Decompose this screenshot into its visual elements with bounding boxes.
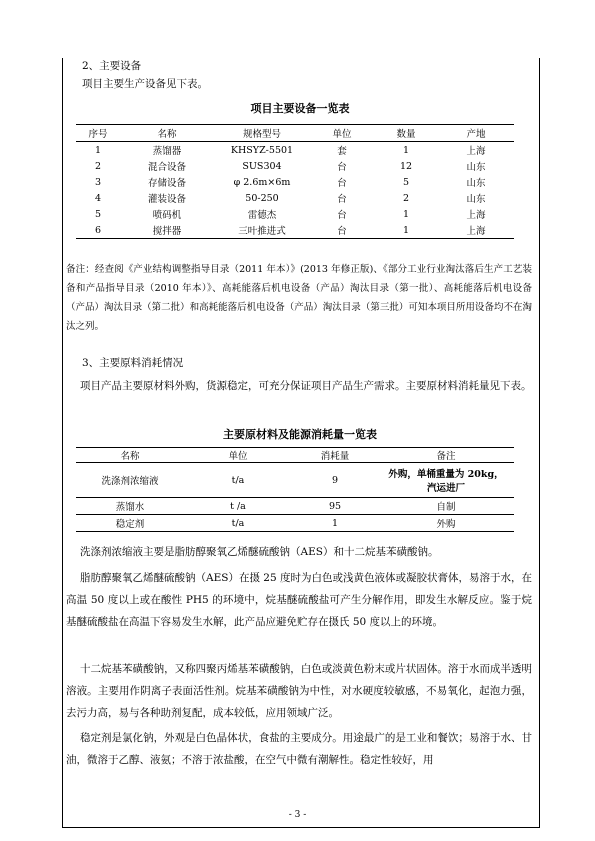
- equipment-cell: φ 2.6m×6m: [233, 176, 291, 188]
- materials-cell: 外购: [378, 515, 514, 532]
- equipment-cell: 2: [402, 192, 410, 204]
- equipment-cell: 蒸馏器: [152, 146, 182, 157]
- equipment-cell: 4: [94, 192, 102, 204]
- materials-cell: 外购，单桶重量为 20kg，汽运进厂: [378, 463, 514, 498]
- materials-cell: 洗涤剂浓缩液: [76, 463, 184, 498]
- equipment-cell: SUS304: [242, 160, 282, 172]
- equipment-table-header: [76, 125, 514, 142]
- equipment-cell: 1: [402, 208, 410, 220]
- equipment-header-cell: 产地: [438, 125, 514, 142]
- materials-header-cell: 备注: [378, 448, 514, 463]
- equipment-cell: 6: [76, 222, 120, 239]
- materials-cell: 蒸馏水: [76, 498, 184, 515]
- equipment-table-title: 项目主要设备一览表: [250, 102, 350, 115]
- equipment-cell: 1: [402, 144, 410, 156]
- equipment-header-cell: 数量: [374, 125, 438, 142]
- section-heading-materials: 3、主要原料消耗情况: [82, 357, 184, 369]
- equipment-cell: 灌装设备: [147, 194, 186, 205]
- table-row: [76, 158, 514, 174]
- materials-cell: t/a: [184, 463, 292, 498]
- equipment-cell: 搅拌器: [120, 222, 214, 239]
- equipment-cell: 上海: [466, 146, 486, 157]
- table-row: [76, 206, 514, 222]
- table-row: [76, 463, 514, 498]
- materials-header-cell: 消耗量: [292, 448, 378, 463]
- equipment-cell: 山东: [466, 194, 486, 205]
- equipment-cell: 5: [94, 208, 102, 220]
- equipment-cell: 喷码机: [152, 210, 182, 221]
- materials-cell: 9: [292, 463, 378, 498]
- table-row: [76, 222, 514, 239]
- equipment-cell: 存储设备: [147, 178, 186, 189]
- equipment-cell: 台: [337, 178, 347, 189]
- table-row: [76, 498, 514, 515]
- materials-cell: 95: [292, 498, 378, 515]
- equipment-cell: KHSYZ-5501: [230, 144, 294, 156]
- equipment-cell: 1: [374, 222, 438, 239]
- equipment-cell: 3: [94, 176, 102, 188]
- equipment-cell: 混合设备: [147, 162, 186, 173]
- page-number: - 3 -: [288, 810, 307, 820]
- equipment-cell: 上海: [466, 210, 486, 221]
- equipment-header-cell: 规格型号: [214, 125, 310, 142]
- materials-header-cell: 名称: [76, 448, 184, 463]
- equipment-header-cell: 序号: [76, 125, 120, 142]
- materials-cell: 稳定剂: [76, 515, 184, 532]
- equipment-cell: 5: [402, 176, 410, 188]
- equipment-cell: 2: [94, 160, 102, 172]
- equipment-note: 备注：经查阅《产业结构调整指导目录（2011 年本）》(2013 年修正版)、《部分工业行业淘汰落后生产工艺装备和产品指导目录（2010 年本）》、高耗能落后机电设备（产品）淘汰目录（第一批）、高耗能落后机电设备（产品）淘汰目录（第二批）和高耗能落后机电设备（产品）淘汰目录（第三批）可知本项目所用设备均不在淘汰之列。: [66, 264, 532, 332]
- equipment-cell: 12: [399, 160, 413, 172]
- equipment-cell: 50-250: [245, 192, 279, 204]
- table-row: [76, 174, 514, 190]
- paragraph-aes: 脂肪醇聚氧乙烯醚硫酸钠（AES）在摄 25 度时为白色或浅黄色液体或凝胶状膏体，易溶于水，在高温 50 度以上或在酸性 PH5 的环境中，烷基醚硫酸盐可产生分解作用，即发生水解反应。鉴于烷基醚硫酸盐在高温下容易发生水解，此产品应避免贮存在摄氏 50 度以上的环境。: [66, 572, 532, 628]
- materials-header-cell: 单位: [184, 448, 292, 463]
- materials-cell: t /a: [184, 498, 292, 515]
- equipment-cell: 三叶推进式: [214, 222, 310, 239]
- materials-cell: t/a: [184, 515, 292, 532]
- materials-table: [76, 447, 514, 532]
- equipment-cell: 山东: [466, 162, 486, 173]
- equipment-cell: 台: [337, 194, 347, 205]
- equipment-cell: 台: [337, 162, 347, 173]
- equipment-cell: 雷德杰: [247, 210, 277, 221]
- materials-table-header: [76, 448, 514, 463]
- equipment-cell: 台: [337, 210, 347, 221]
- equipment-cell: 套: [337, 146, 347, 157]
- equipment-table: [76, 124, 514, 239]
- paragraph-stabilizer: 稳定剂是氯化钠，外观是白色晶体状，食盐的主要成分。用途最广的是工业和餐饮；易溶于水、甘油，微溶于乙醇、液氨；不溶于浓盐酸，在空气中微有潮解性。稳定性较好，用: [66, 732, 532, 766]
- table-row: [76, 190, 514, 206]
- equipment-cell: 山东: [466, 178, 486, 189]
- table-row: [76, 142, 514, 159]
- equipment-cell: 1: [94, 144, 102, 156]
- equipment-header-cell: 名称: [120, 125, 214, 142]
- materials-cell: 自制: [378, 498, 514, 515]
- section-intro-equipment: 项目主要生产设备见下表。: [82, 78, 208, 90]
- equipment-cell: 台: [310, 222, 374, 239]
- paragraph-las: 十二烷基苯磺酸钠，又称四聚丙烯基苯磺酸钠，白色或淡黄色粉末或片状固体。溶于水而成半透明溶液。主要用作阴离子表面活性剂。烷基苯磺酸钠为中性，对水硬度较敏感，不易氧化，起泡力强，去污力高，易与各种助剂复配，成本较低，应用领域广泛。: [66, 663, 532, 719]
- materials-cell: 1: [292, 515, 378, 532]
- equipment-header-cell: 单位: [310, 125, 374, 142]
- equipment-cell: 上海: [438, 222, 514, 239]
- materials-table-title: 主要原材料及能源消耗量一览表: [223, 428, 377, 441]
- paragraph-detergent: 洗涤剂浓缩液主要是脂肪醇聚氧乙烯醚硫酸钠（AES）和十二烷基苯磺酸钠。: [80, 546, 439, 558]
- section-heading-equipment: 2、主要设备: [82, 60, 142, 72]
- section-intro-materials: 项目产品主要原材料外购，货源稳定，可充分保证项目产品生产需求。主要原材料消耗量见下表。: [80, 380, 532, 392]
- table-row: [76, 515, 514, 532]
